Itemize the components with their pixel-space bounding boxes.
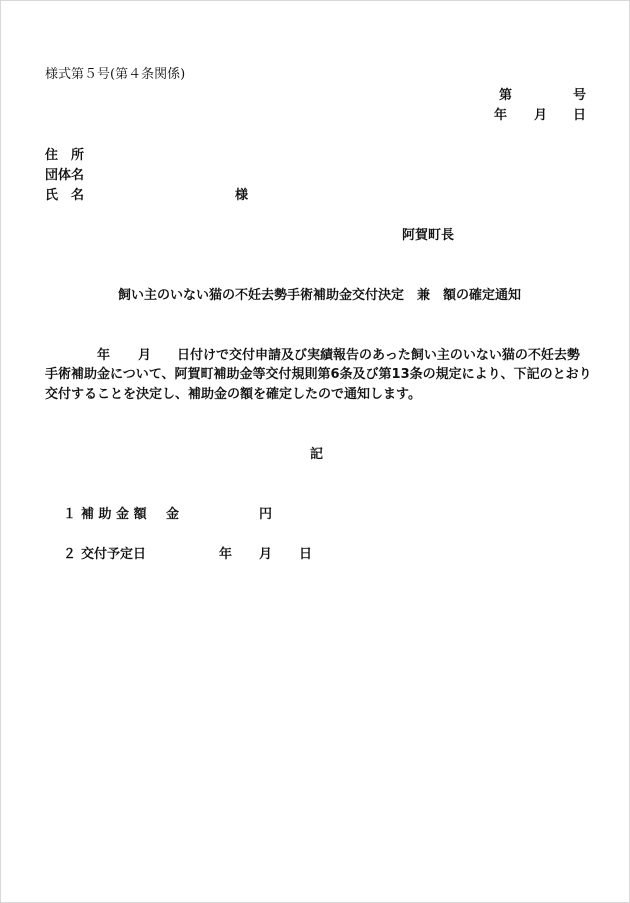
item-2-year: 年 [219,547,233,562]
item-1-prefix-kin: 金 [166,507,180,522]
document-number-dai: 第 [499,88,513,103]
issuer-name: 阿賀町長 [402,228,455,243]
document-title: 飼い主のいない猫の不妊去勢手術補助金交付決定 兼 額の確定通知 [118,288,522,303]
item-1-number: １ [63,507,77,522]
body-line-1: 日付けで交付申請及び実績報告のあった飼い主のいない猫の不妊去勢 [177,348,580,363]
item-2-month: 月 [259,547,273,562]
ki-heading: 記 [310,447,324,462]
item-2-number: ２ [63,547,77,562]
date-header-day: 日 [573,108,587,123]
body-date-month: 月 [138,348,152,363]
item-2-day: 日 [299,547,313,562]
body-line-3: 交付することを決定し、補助金の額を確定したので通知します。 [45,387,421,402]
body-line-2: 手術補助金について、阿賀町補助金等交付規則第6条及び第13条の規定により、下記のとおり [45,367,592,382]
form-number: 様式第５号(第４条関係) [45,67,186,82]
date-header-month: 月 [534,108,548,123]
date-header-year: 年 [494,108,508,123]
group-name-label: 団体名 [45,168,85,183]
body-date-year: 年 [97,348,111,363]
document-number-go: 号 [573,88,587,103]
item-1-label: 補 助 金 額 [81,507,147,522]
address-label: 住 所 [45,148,85,163]
name-label: 氏 名 [45,188,85,203]
item-1-unit-yen: 円 [259,507,273,522]
item-2-label: 交付予定日 [81,547,147,562]
honorific-sama: 様 [235,188,249,203]
